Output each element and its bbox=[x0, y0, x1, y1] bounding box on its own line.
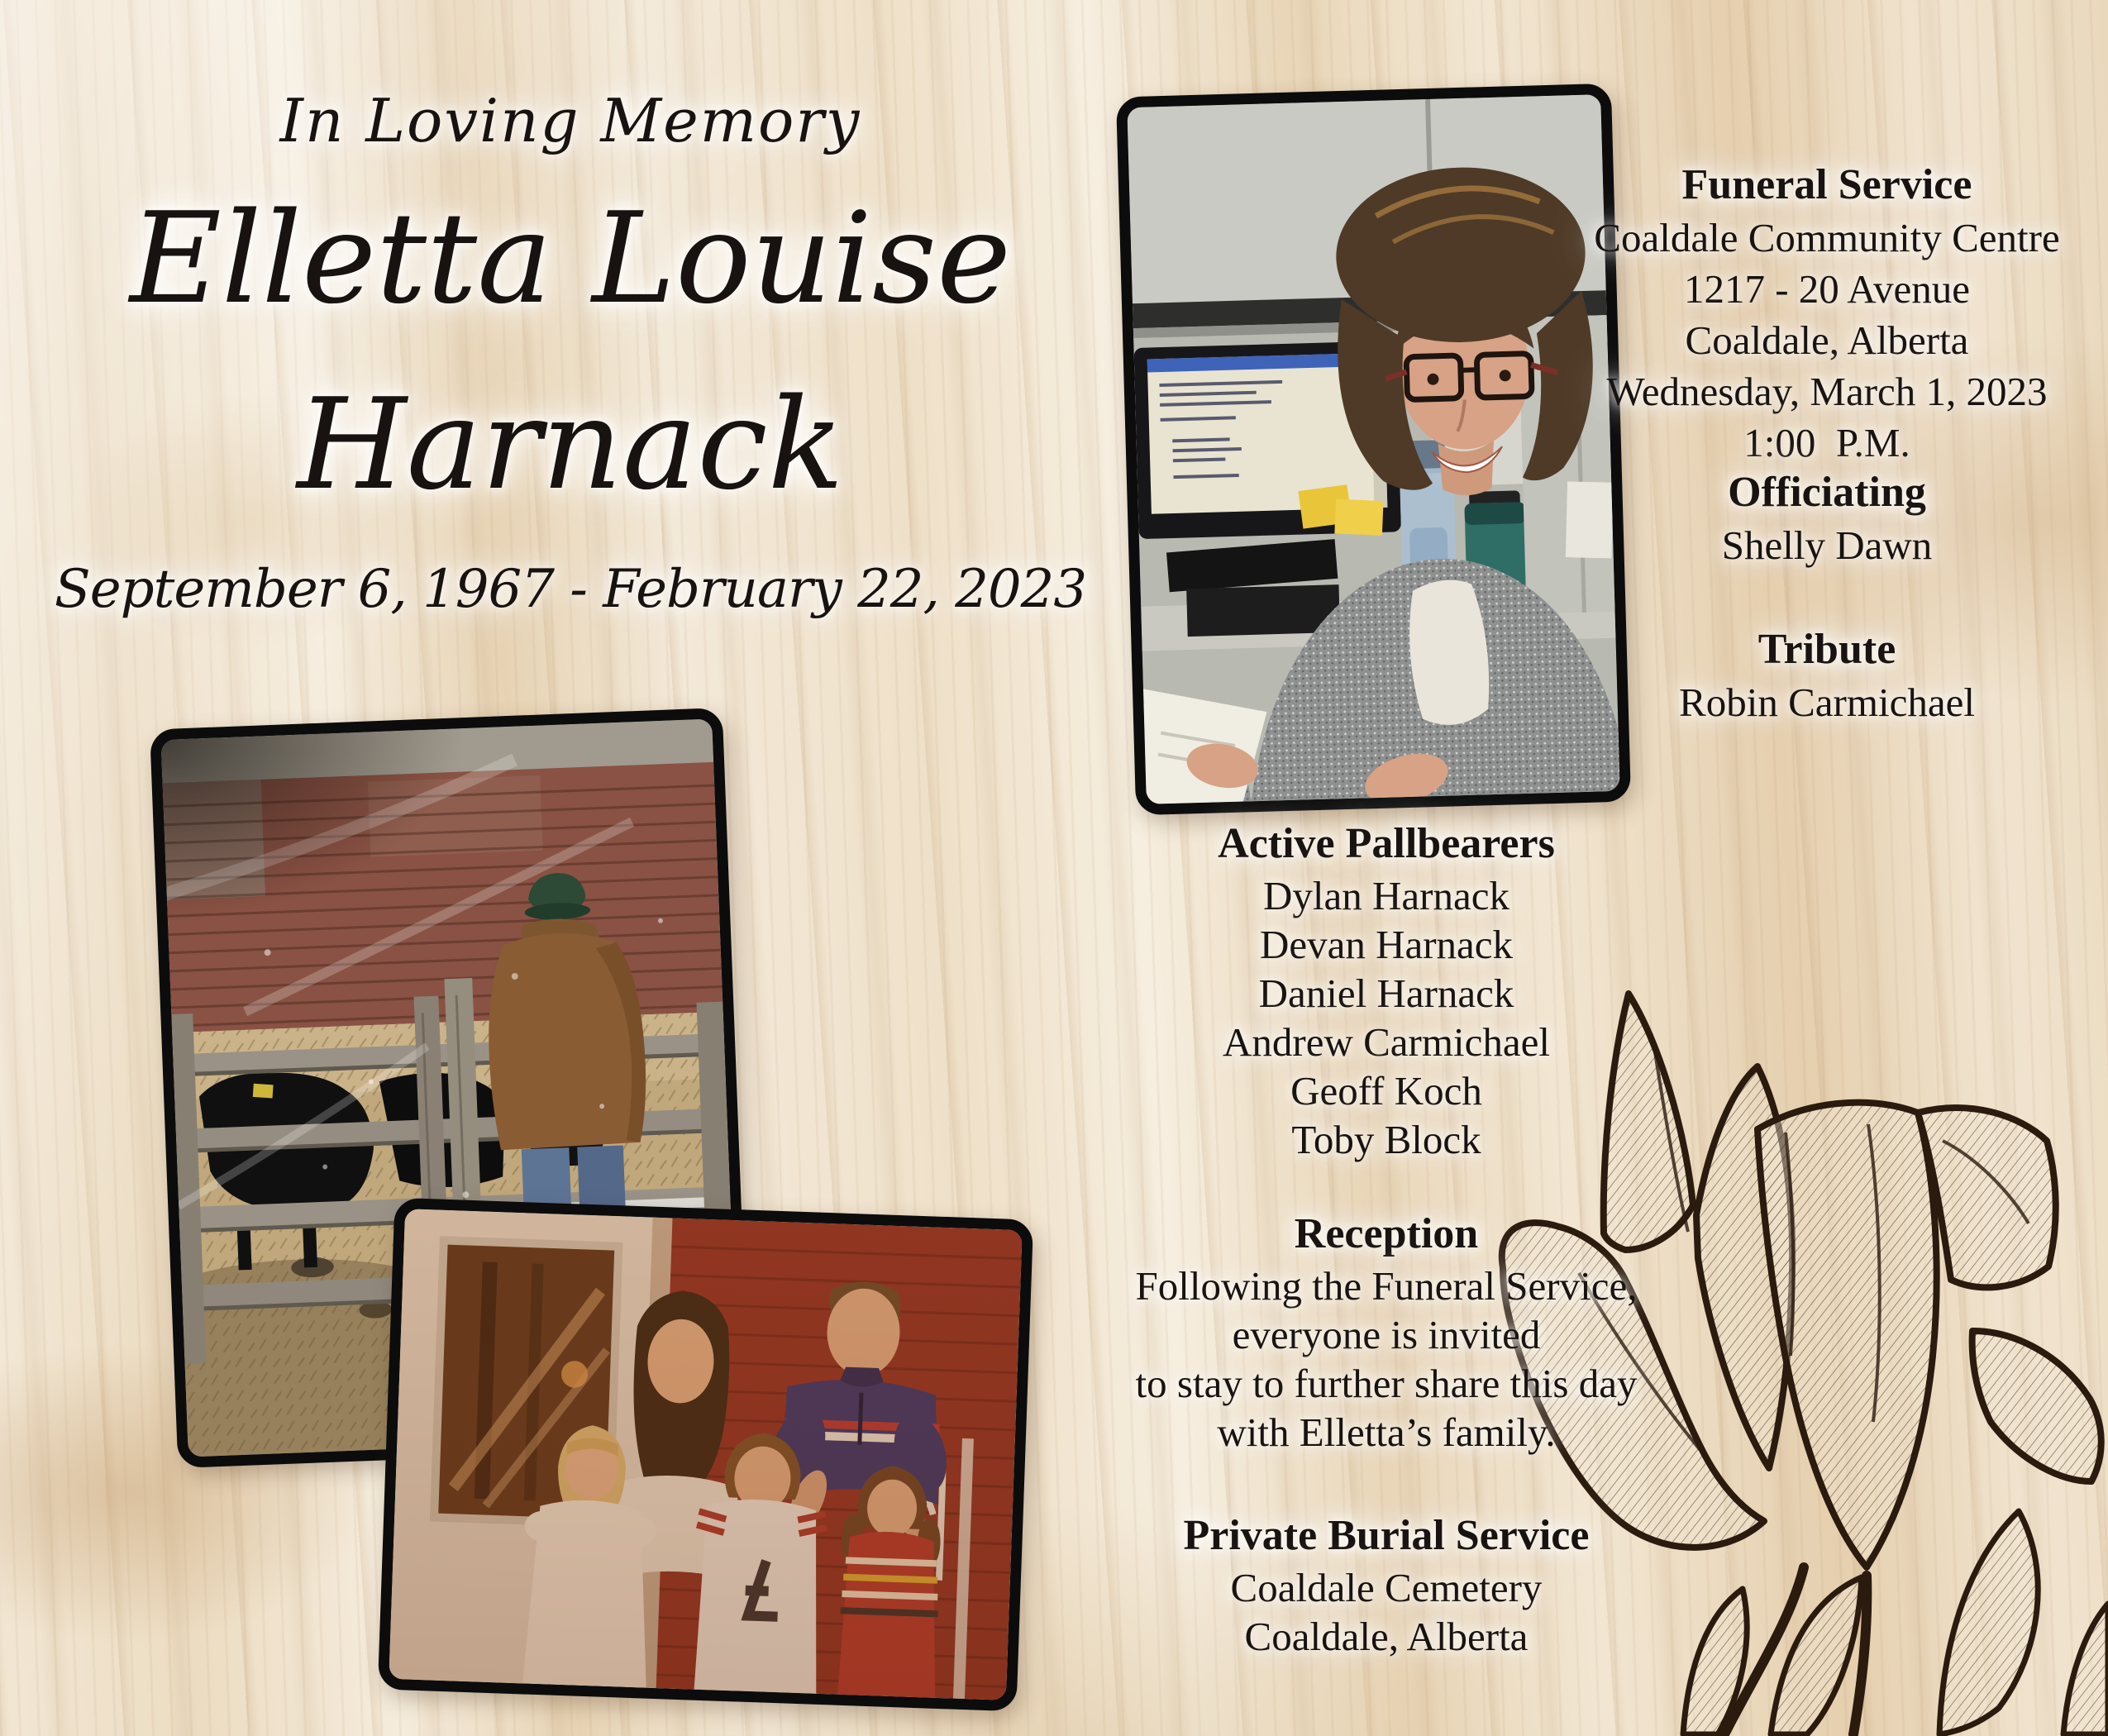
pallbearer-name: Toby Block bbox=[1291, 1117, 1481, 1162]
pallbearer-name: Geoff Koch bbox=[1290, 1068, 1482, 1114]
pallbearer-name: Dylan Harnack bbox=[1263, 873, 1509, 918]
service-venue: Coaldale Community Centre bbox=[1594, 215, 2060, 260]
service-city: Coaldale, Alberta bbox=[1685, 317, 1969, 363]
reception-block bbox=[1101, 1207, 1672, 1457]
burial-heading: Private Burial Service bbox=[1183, 1512, 1590, 1559]
burial-city: Coaldale, Alberta bbox=[1244, 1614, 1529, 1659]
service-time: 1:00 P.M. bbox=[1743, 420, 1910, 465]
burial-location: Coaldale Cemetery bbox=[1230, 1565, 1543, 1610]
service-date: Wednesday, March 1, 2023 bbox=[1606, 369, 2048, 414]
deceased-given-names: Elletta Louise bbox=[129, 185, 1012, 331]
tribute-heading: Tribute bbox=[1757, 626, 1896, 673]
birth-death-dates: September 6, 1967 - February 22, 2023 bbox=[54, 559, 1087, 620]
reception-line: to stay to further share this day bbox=[1135, 1361, 1638, 1406]
pallbearer-name: Devan Harnack bbox=[1259, 922, 1514, 967]
funeral-service-block bbox=[1542, 158, 2108, 469]
funeral-service-heading: Funeral Service bbox=[1681, 161, 1972, 208]
service-address: 1217 - 20 Avenue bbox=[1683, 266, 1971, 312]
pallbearers-heading: Active Pallbearers bbox=[1218, 820, 1555, 867]
burial-block bbox=[1101, 1509, 1672, 1661]
deceased-surname: Harnack bbox=[297, 371, 844, 517]
reception-line: Following the Funeral Service, bbox=[1135, 1263, 1638, 1309]
pallbearers-block bbox=[1101, 817, 1672, 1164]
reception-heading: Reception bbox=[1294, 1210, 1479, 1257]
reception-line: with Elletta’s family. bbox=[1217, 1409, 1556, 1455]
photo-vintage-family bbox=[378, 1198, 1033, 1712]
pallbearer-name: Andrew Carmichael bbox=[1223, 1019, 1550, 1065]
officiating-name: Shelly Dawn bbox=[1721, 522, 1933, 568]
in-loving-memory-text: In Loving Memory bbox=[279, 86, 861, 155]
ear-tag bbox=[253, 1084, 274, 1099]
pallbearer-name: Daniel Harnack bbox=[1258, 971, 1514, 1016]
tribute-name: Robin Carmichael bbox=[1679, 680, 1975, 725]
officiating-heading: Officiating bbox=[1728, 469, 1926, 516]
officiants-block bbox=[1542, 465, 2108, 728]
reception-line: everyone is invited bbox=[1232, 1312, 1541, 1357]
sepia-wash bbox=[389, 1209, 1022, 1700]
family-photo-drawing bbox=[389, 1209, 1022, 1700]
